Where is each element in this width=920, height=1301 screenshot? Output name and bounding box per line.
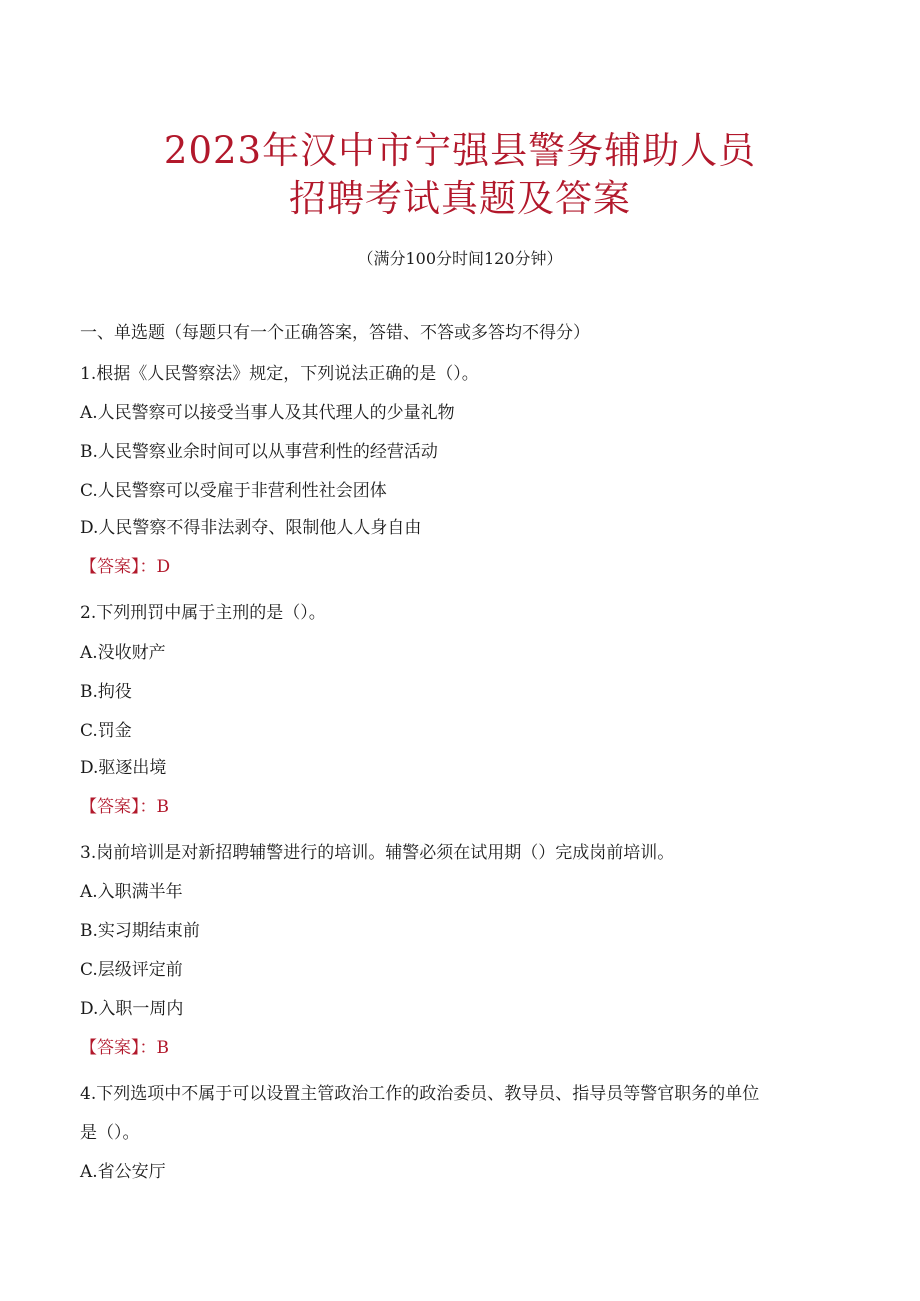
question-3-answer: 【答案】：B: [80, 1038, 169, 1058]
question-1-option-b: B.人民警察业余时间可以从事营利性的经营活动: [80, 442, 438, 462]
exam-info: （满分100分时间120分钟）: [357, 249, 563, 268]
question-1-option-c: C.人民警察可以受雇于非营利性社会团体: [80, 481, 387, 501]
question-2-stem: 2.下列刑罚中属于主刑的是（）。: [80, 603, 326, 623]
question-3-option-d: D.入职一周内: [80, 999, 184, 1019]
question-2-option-d: D.驱逐出境: [80, 758, 167, 778]
question-4-option-a: A.省公安厅: [80, 1162, 166, 1182]
question-2-option-c: C.罚金: [80, 721, 132, 741]
question-2-option-a: A.没收财产: [80, 643, 166, 663]
question-1-option-d: D.人民警察不得非法剥夺、限制他人人身自由: [80, 518, 422, 538]
question-3-option-a: A.入职满半年: [80, 882, 183, 902]
question-2-answer: 【答案】：B: [80, 797, 169, 817]
question-1-answer: 【答案】：D: [80, 557, 171, 577]
question-1-option-a: A.人民警察可以接受当事人及其代理人的少量礼物: [80, 403, 455, 423]
question-2-option-b: B.拘役: [80, 682, 132, 702]
question-4-stem: 4.下列选项中不属于可以设置主管政治工作的政治委员、教导员、指导员等警官职务的单位: [80, 1084, 760, 1104]
question-3-option-b: B.实习期结束前: [80, 921, 200, 941]
question-3-option-c: C.层级评定前: [80, 960, 183, 980]
document-title-line1: 2023年汉中市宁强县警务辅助人员: [163, 129, 757, 172]
question-1-stem: 1.根据《人民警察法》规定，下列说法正确的是（）。: [80, 364, 479, 384]
question-4-stem-continued: 是（）。: [80, 1123, 140, 1143]
question-3-stem: 3.岗前培训是对新招聘辅警进行的培训。辅警必须在试用期（）完成岗前培训。: [80, 843, 675, 863]
section-heading: 一、单选题（每题只有一个正确答案，答错、不答或多答均不得分）: [80, 323, 590, 343]
document-title-line2: 招聘考试真题及答案: [289, 177, 631, 220]
